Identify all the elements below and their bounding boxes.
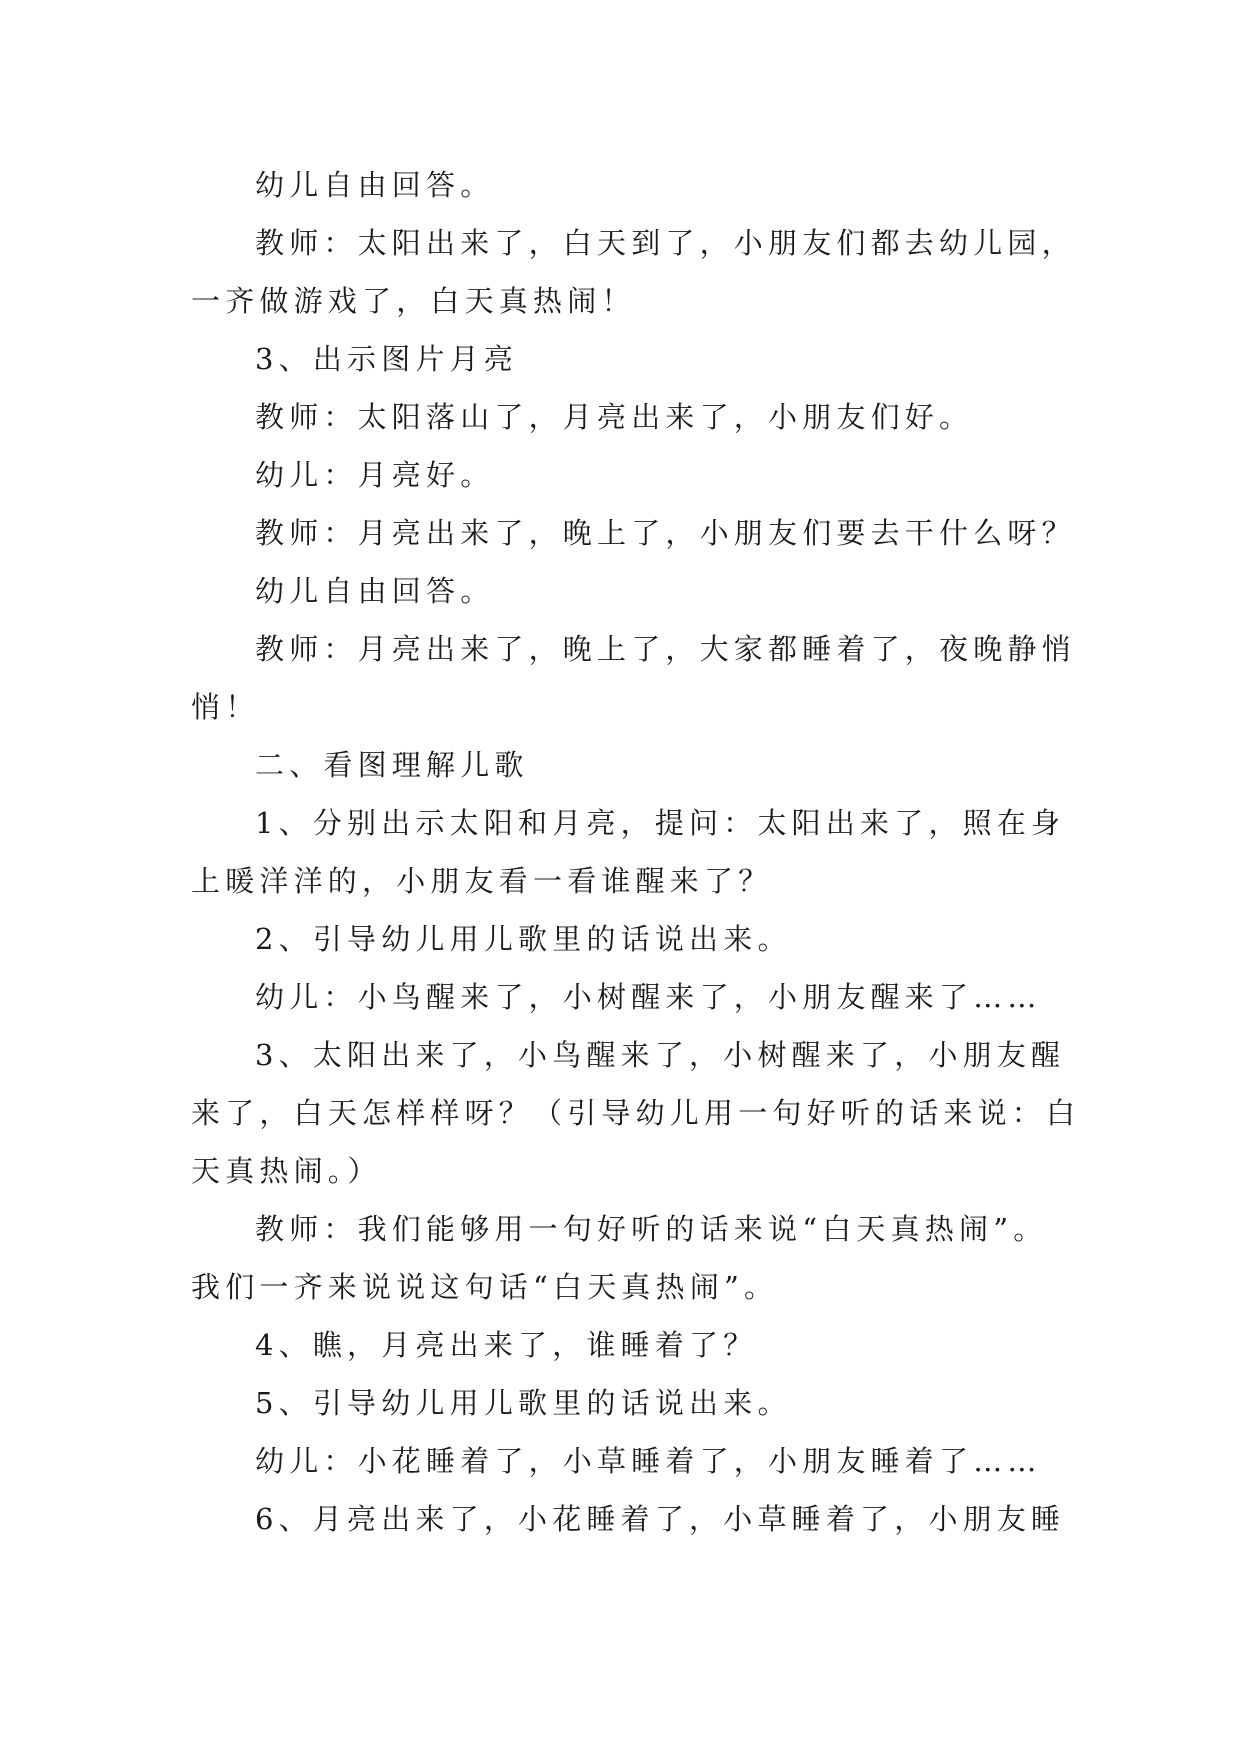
text-line: 幼儿自由回答。 <box>255 574 495 608</box>
text-line: 1、分别出示太阳和月亮，提问：太阳出来了，照在身 <box>255 806 1066 840</box>
text-line: 教师：月亮出来了，晚上了，小朋友们要去干什么呀？ <box>255 516 1076 550</box>
text-line: 教师：太阳落山了，月亮出来了，小朋友们好。 <box>255 400 974 434</box>
text-line: 一齐做游戏了，白天真热闹！ <box>191 284 636 318</box>
text-line: 幼儿：月亮好。 <box>255 458 495 492</box>
text-line: 上暖洋洋的，小朋友看一看谁醒来了？ <box>191 864 773 898</box>
section-heading: 二、看图理解儿歌 <box>255 748 529 782</box>
text-line: 来了，白天怎样样呀？（引导幼儿用一句好听的话来说：白 <box>191 1096 1081 1130</box>
text-line: 3、出示图片月亮 <box>255 342 519 376</box>
text-line: 教师：月亮出来了，晚上了，大家都睡着了，夜晚静悄 <box>255 632 1076 666</box>
text-line: 4、瞧，月亮出来了，谁睡着了？ <box>255 1328 758 1362</box>
text-line: 我们一齐来说说这句话“白天真热闹”。 <box>191 1270 779 1304</box>
text-line: 教师：我们能够用一句好听的话来说“白天真热闹”。 <box>255 1212 1048 1246</box>
text-line: 幼儿自由回答。 <box>255 168 495 202</box>
text-line: 教师：太阳出来了，白天到了，小朋友们都去幼儿园， <box>255 226 1076 260</box>
text-line: 天真热闹。） <box>191 1154 382 1188</box>
text-line: 幼儿：小鸟醒来了，小树醒来了，小朋友醒来了…… <box>255 980 1042 1014</box>
text-line: 3、太阳出来了，小鸟醒来了，小树醒来了，小朋友醒 <box>255 1038 1066 1072</box>
text-line: 5、引导幼儿用儿歌里的话说出来。 <box>255 1386 792 1420</box>
text-line: 2、引导幼儿用儿歌里的话说出来。 <box>255 922 792 956</box>
text-line: 悄！ <box>191 690 260 724</box>
text-line: 幼儿：小花睡着了，小草睡着了，小朋友睡着了…… <box>255 1444 1042 1478</box>
text-line: 6、月亮出来了，小花睡着了，小草睡着了，小朋友睡 <box>255 1502 1066 1536</box>
